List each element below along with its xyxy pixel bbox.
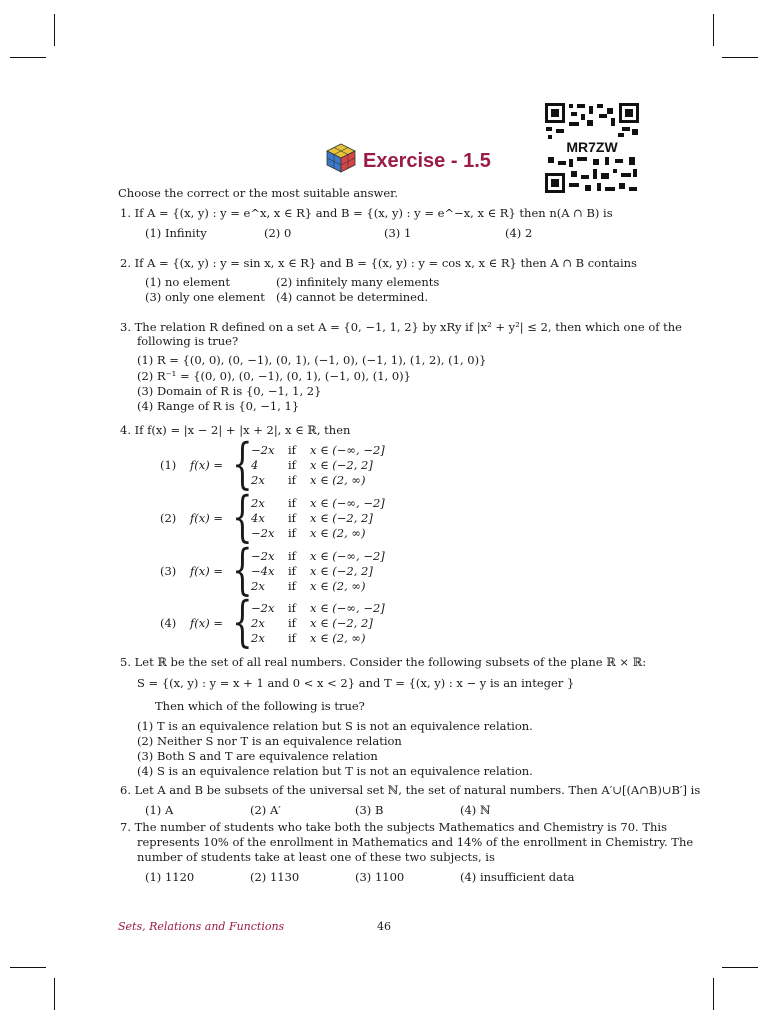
q1-option-3: (3) 1 (384, 226, 412, 240)
q4-o3-r3-cond: x ∈ (2, ∞) (310, 579, 366, 593)
q4-option-2-label: (2) (160, 511, 177, 525)
q7-option-1: (1) 1120 (145, 870, 195, 884)
q4-o1-r3-if: if (288, 473, 296, 487)
question-4-stem: 4. If f(x) = |x − 2| + |x + 2|, x ∈ ℝ, then (120, 423, 351, 437)
q4-option-4-fx: f(x) = (190, 616, 224, 630)
q4-o3-r2-if: if (288, 564, 296, 578)
q4-o4-r2-expr: 2x (251, 616, 265, 630)
q4-o1-r3-expr: 2x (251, 473, 265, 487)
q4-o2-r3-expr: −2x (251, 526, 275, 540)
q4-o2-r2-cond: x ∈ (−2, 2] (310, 511, 373, 525)
q4-o2-r1-if: if (288, 496, 296, 510)
q4-option-2-fx: f(x) = (190, 511, 224, 525)
q4-o3-r1-if: if (288, 549, 296, 563)
q4-o2-r1-expr: 2x (251, 496, 265, 510)
question-7-line-1: 7. The number of students who take both the subjects Mathematics and Chemistry is 70. This (120, 820, 667, 834)
q4-o2-r1-cond: x ∈ (−∞, −2] (310, 496, 385, 510)
q4-option-3-label: (3) (160, 564, 177, 578)
q7-option-3: (3) 1100 (355, 870, 405, 884)
cube-icon (324, 142, 358, 174)
q4-o1-r2-cond: x ∈ (−2, 2] (310, 458, 373, 472)
q2-option-2: (2) infinitely many elements (276, 275, 440, 289)
question-3-line-1: 3. The relation R defined on a set A = {0, −1, 1, 2} by xRy if |x² + y²| ≤ 2, then which one of the (120, 320, 682, 334)
crop-mark (713, 978, 714, 1010)
instruction: Choose the correct or the most suitable answer. (118, 186, 399, 200)
q4-o2-r3-cond: x ∈ (2, ∞) (310, 526, 366, 540)
crop-mark (10, 57, 46, 58)
q4-o3-r2-expr: −4x (251, 564, 275, 578)
question-7-line-2: represents 10% of the enrollment in Mathematics and 14% of the enrollment in Chemistry. The (137, 835, 694, 849)
q4-option-3-fx: f(x) = (190, 564, 224, 578)
q2-option-4: (4) cannot be determined. (276, 290, 428, 304)
q4-o4-r2-cond: x ∈ (−2, 2] (310, 616, 373, 630)
q4-o1-r1-if: if (288, 443, 296, 457)
q4-o4-r3-cond: x ∈ (2, ∞) (310, 631, 366, 645)
q4-option-4-label: (4) (160, 616, 177, 630)
crop-mark (54, 978, 55, 1010)
q3-option-1: (1) R = {(0, 0), (0, −1), (0, 1), (−1, 0), (−1, 1), (1, 2), (1, 0)} (137, 353, 487, 367)
q4-o4-r1-expr: −2x (251, 601, 275, 615)
q1-option-4: (4) 2 (505, 226, 533, 240)
brace: { (232, 538, 253, 601)
q6-option-2: (2) A′ (250, 803, 281, 817)
q4-o4-r1-cond: x ∈ (−∞, −2] (310, 601, 385, 615)
q2-option-1: (1) no element (145, 275, 230, 289)
crop-mark (10, 967, 46, 968)
q4-o3-r1-expr: −2x (251, 549, 275, 563)
q5-option-4: (4) S is an equivalence relation but T is not an equivalence relation. (137, 764, 533, 778)
question-7-line-3: number of students take at least one of these two subjects, is (137, 850, 495, 864)
q3-option-3: (3) Domain of R is {0, −1, 1, 2} (137, 384, 322, 398)
q4-o2-r2-if: if (288, 511, 296, 525)
q4-o2-r2-expr: 4x (251, 511, 265, 525)
q4-o3-r3-expr: 2x (251, 579, 265, 593)
q1-option-2: (2) 0 (264, 226, 292, 240)
brace: { (232, 485, 253, 548)
crop-mark (54, 14, 55, 46)
question-2-stem: 2. If A = {(x, y) : y = sin x, x ∈ R} and B = {(x, y) : y = cos x, x ∈ R} then A ∩ B contains (120, 256, 637, 270)
q5-option-2: (2) Neither S nor T is an equivalence relation (137, 734, 402, 748)
q1-option-1: (1) Infinity (145, 226, 207, 240)
q6-option-1: (1) A (145, 803, 174, 817)
q3-option-4: (4) Range of R is {0, −1, 1} (137, 399, 300, 413)
crop-mark (722, 967, 758, 968)
q4-option-1-fx: f(x) = (190, 458, 224, 472)
q4-o1-r1-cond: x ∈ (−∞, −2] (310, 443, 385, 457)
crop-mark (713, 14, 714, 46)
chapter-title: Sets, Relations and Functions (118, 920, 285, 933)
q5-option-3: (3) Both S and T are equivalence relation (137, 749, 378, 763)
q7-option-4: (4) insufficient data (460, 870, 575, 884)
q4-o3-r1-cond: x ∈ (−∞, −2] (310, 549, 385, 563)
question-1-stem: 1. If A = {(x, y) : y = e^x, x ∈ R} and B = {(x, y) : y = e^−x, x ∈ R} then n(A ∩ B) is (120, 206, 613, 220)
q6-option-4: (4) ℕ (460, 803, 491, 817)
q5-sets: S = {(x, y) : y = x + 1 and 0 < x < 2} and T = {(x, y) : x − y is an integer } (137, 676, 575, 690)
q4-o4-r2-if: if (288, 616, 296, 630)
q5-ask: Then which of the following is true? (155, 699, 365, 713)
question-3-line-2: following is true? (137, 334, 239, 348)
q2-option-3: (3) only one element (145, 290, 265, 304)
q4-o1-r3-cond: x ∈ (2, ∞) (310, 473, 366, 487)
brace: { (232, 432, 253, 495)
q3-option-2: (2) R⁻¹ = {(0, 0), (0, −1), (0, 1), (−1, 0), (1, 0)} (137, 369, 411, 383)
brace: { (232, 590, 253, 653)
q4-o1-r2-expr: 4 (251, 458, 259, 472)
page-number: 46 (377, 920, 391, 933)
q4-option-1-label: (1) (160, 458, 177, 472)
q4-o3-r3-if: if (288, 579, 296, 593)
q5-option-1: (1) T is an equivalence relation but S is not an equivalence relation. (137, 719, 533, 733)
qr-code-icon (544, 102, 640, 194)
q4-o3-r2-cond: x ∈ (−2, 2] (310, 564, 373, 578)
q4-o1-r1-expr: −2x (251, 443, 275, 457)
q4-o4-r1-if: if (288, 601, 296, 615)
q4-o4-r3-expr: 2x (251, 631, 265, 645)
q4-o1-r2-if: if (288, 458, 296, 472)
exercise-title: Exercise - 1.5 (363, 150, 491, 172)
q4-o4-r3-if: if (288, 631, 296, 645)
q7-option-2: (2) 1130 (250, 870, 300, 884)
crop-mark (722, 57, 758, 58)
q6-option-3: (3) B (355, 803, 384, 817)
q4-o2-r3-if: if (288, 526, 296, 540)
qr-code-label: MR7ZW (566, 139, 618, 155)
question-5-stem: 5. Let ℝ be the set of all real numbers. Consider the following subsets of the plane ℝ × ℝ: (120, 655, 647, 669)
question-6-stem: 6. Let A and B be subsets of the universal set ℕ, the set of natural numbers. Then A′∪[(A∩B)∪B′] is (120, 783, 701, 797)
